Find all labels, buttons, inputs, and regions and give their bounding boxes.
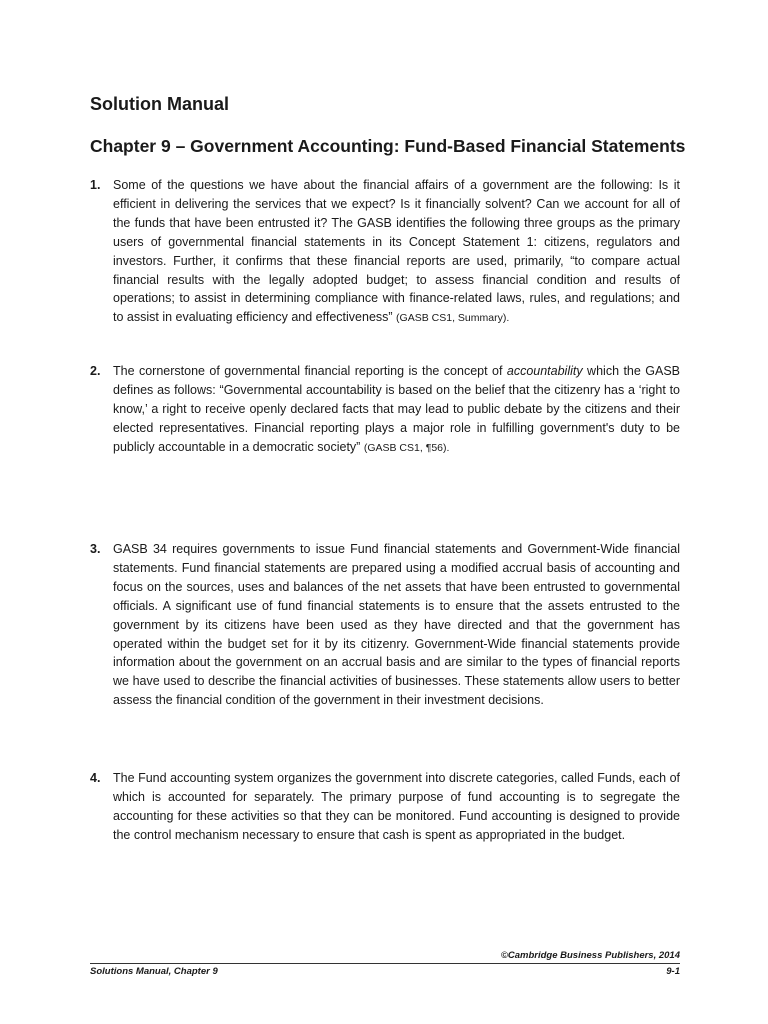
document-title: Solution Manual (90, 94, 229, 114)
footer-copyright: ©Cambridge Business Publishers, 2014 (500, 950, 680, 961)
item-citation: (GASB CS1, ¶56). (363, 441, 450, 454)
item-number: 2. (90, 364, 101, 378)
footer-chapter-label: Solutions Manual, Chapter 9 (90, 966, 218, 977)
item-text: GASB 34 requires governments to issue Fund financial statements and Government-Wide financial statements. Fund financial statements are prepared using a modified accrual basis of accounting and focus on the sources, uses and balances of the net assets that have been entrusted to governmental officials. A significant use of fund financial statements is to ensure that the assets entrusted to the government by its citizens have been used as they have directed and that the government has operated within the budget set for it by its citizenry. Government-Wide financial statements provide information about the government on an accrual basis and are similar to the types of financial reports we have used to describe the financial activities of businesses. These statements allow users to better assess the financial condition of the government in their investment decisions. (113, 542, 680, 708)
item-number: 3. (90, 542, 101, 556)
chapter-heading: Chapter 9 – Government Accounting: Fund-Based Financial Statements (90, 136, 686, 156)
list-item (90, 362, 680, 540)
item-citation: (GASB CS1, Summary). (396, 312, 510, 325)
item-text: The cornerstone of governmental financial reporting is the concept of accountability which the GASB defines as follows: “Governmental accountability is based on the belief that the citizenry has a ‘right to know,’ a right to receive openly declared facts that may lead to public debate by the citizens and their elected representatives. Financial reporting plays a major role in fulfilling government's duty to be publicly accountable in a democratic society” (GASB CS1, ¶56). (113, 364, 680, 454)
emphasis-term: accountability (506, 364, 583, 378)
list-item (90, 769, 680, 879)
footer-page-number: 9-1 (666, 966, 680, 977)
solution-list (90, 176, 680, 879)
item-number: 4. (90, 771, 101, 785)
item-text: The Fund accounting system organizes the government into discrete categories, called Funds, each of which is accounted for separately. The primary purpose of fund accounting is to segregate the accounting for these activities so that they can be monitored. Fund accounting is designed to provide the control mechanism necessary to ensure that cash is spent as appropriated in the budget. (113, 771, 680, 842)
list-item (90, 176, 680, 362)
footer-divider (90, 963, 680, 964)
item-text: Some of the questions we have about the financial affairs of a government are the following: Is it efficient in delivering the services that we expect? Is it financially solvent? Can we account for all of the funds that have been entrusted it? The GASB identifies the following three groups as the primary users of governmental financial statements in its Concept Statement 1: citizens, regulators and investors. Further, it confirms that these financial reports are used, primarily, “to compare actual financial results with the legally adopted budget; to assess financial condition and results of operations; to assist in determining compliance with finance-related laws, rules, and regulations; and to assist in evaluating efficiency and effectiveness” (GASB CS1, Summary). (113, 178, 680, 325)
item-number: 1. (90, 178, 101, 192)
list-item (90, 540, 680, 769)
